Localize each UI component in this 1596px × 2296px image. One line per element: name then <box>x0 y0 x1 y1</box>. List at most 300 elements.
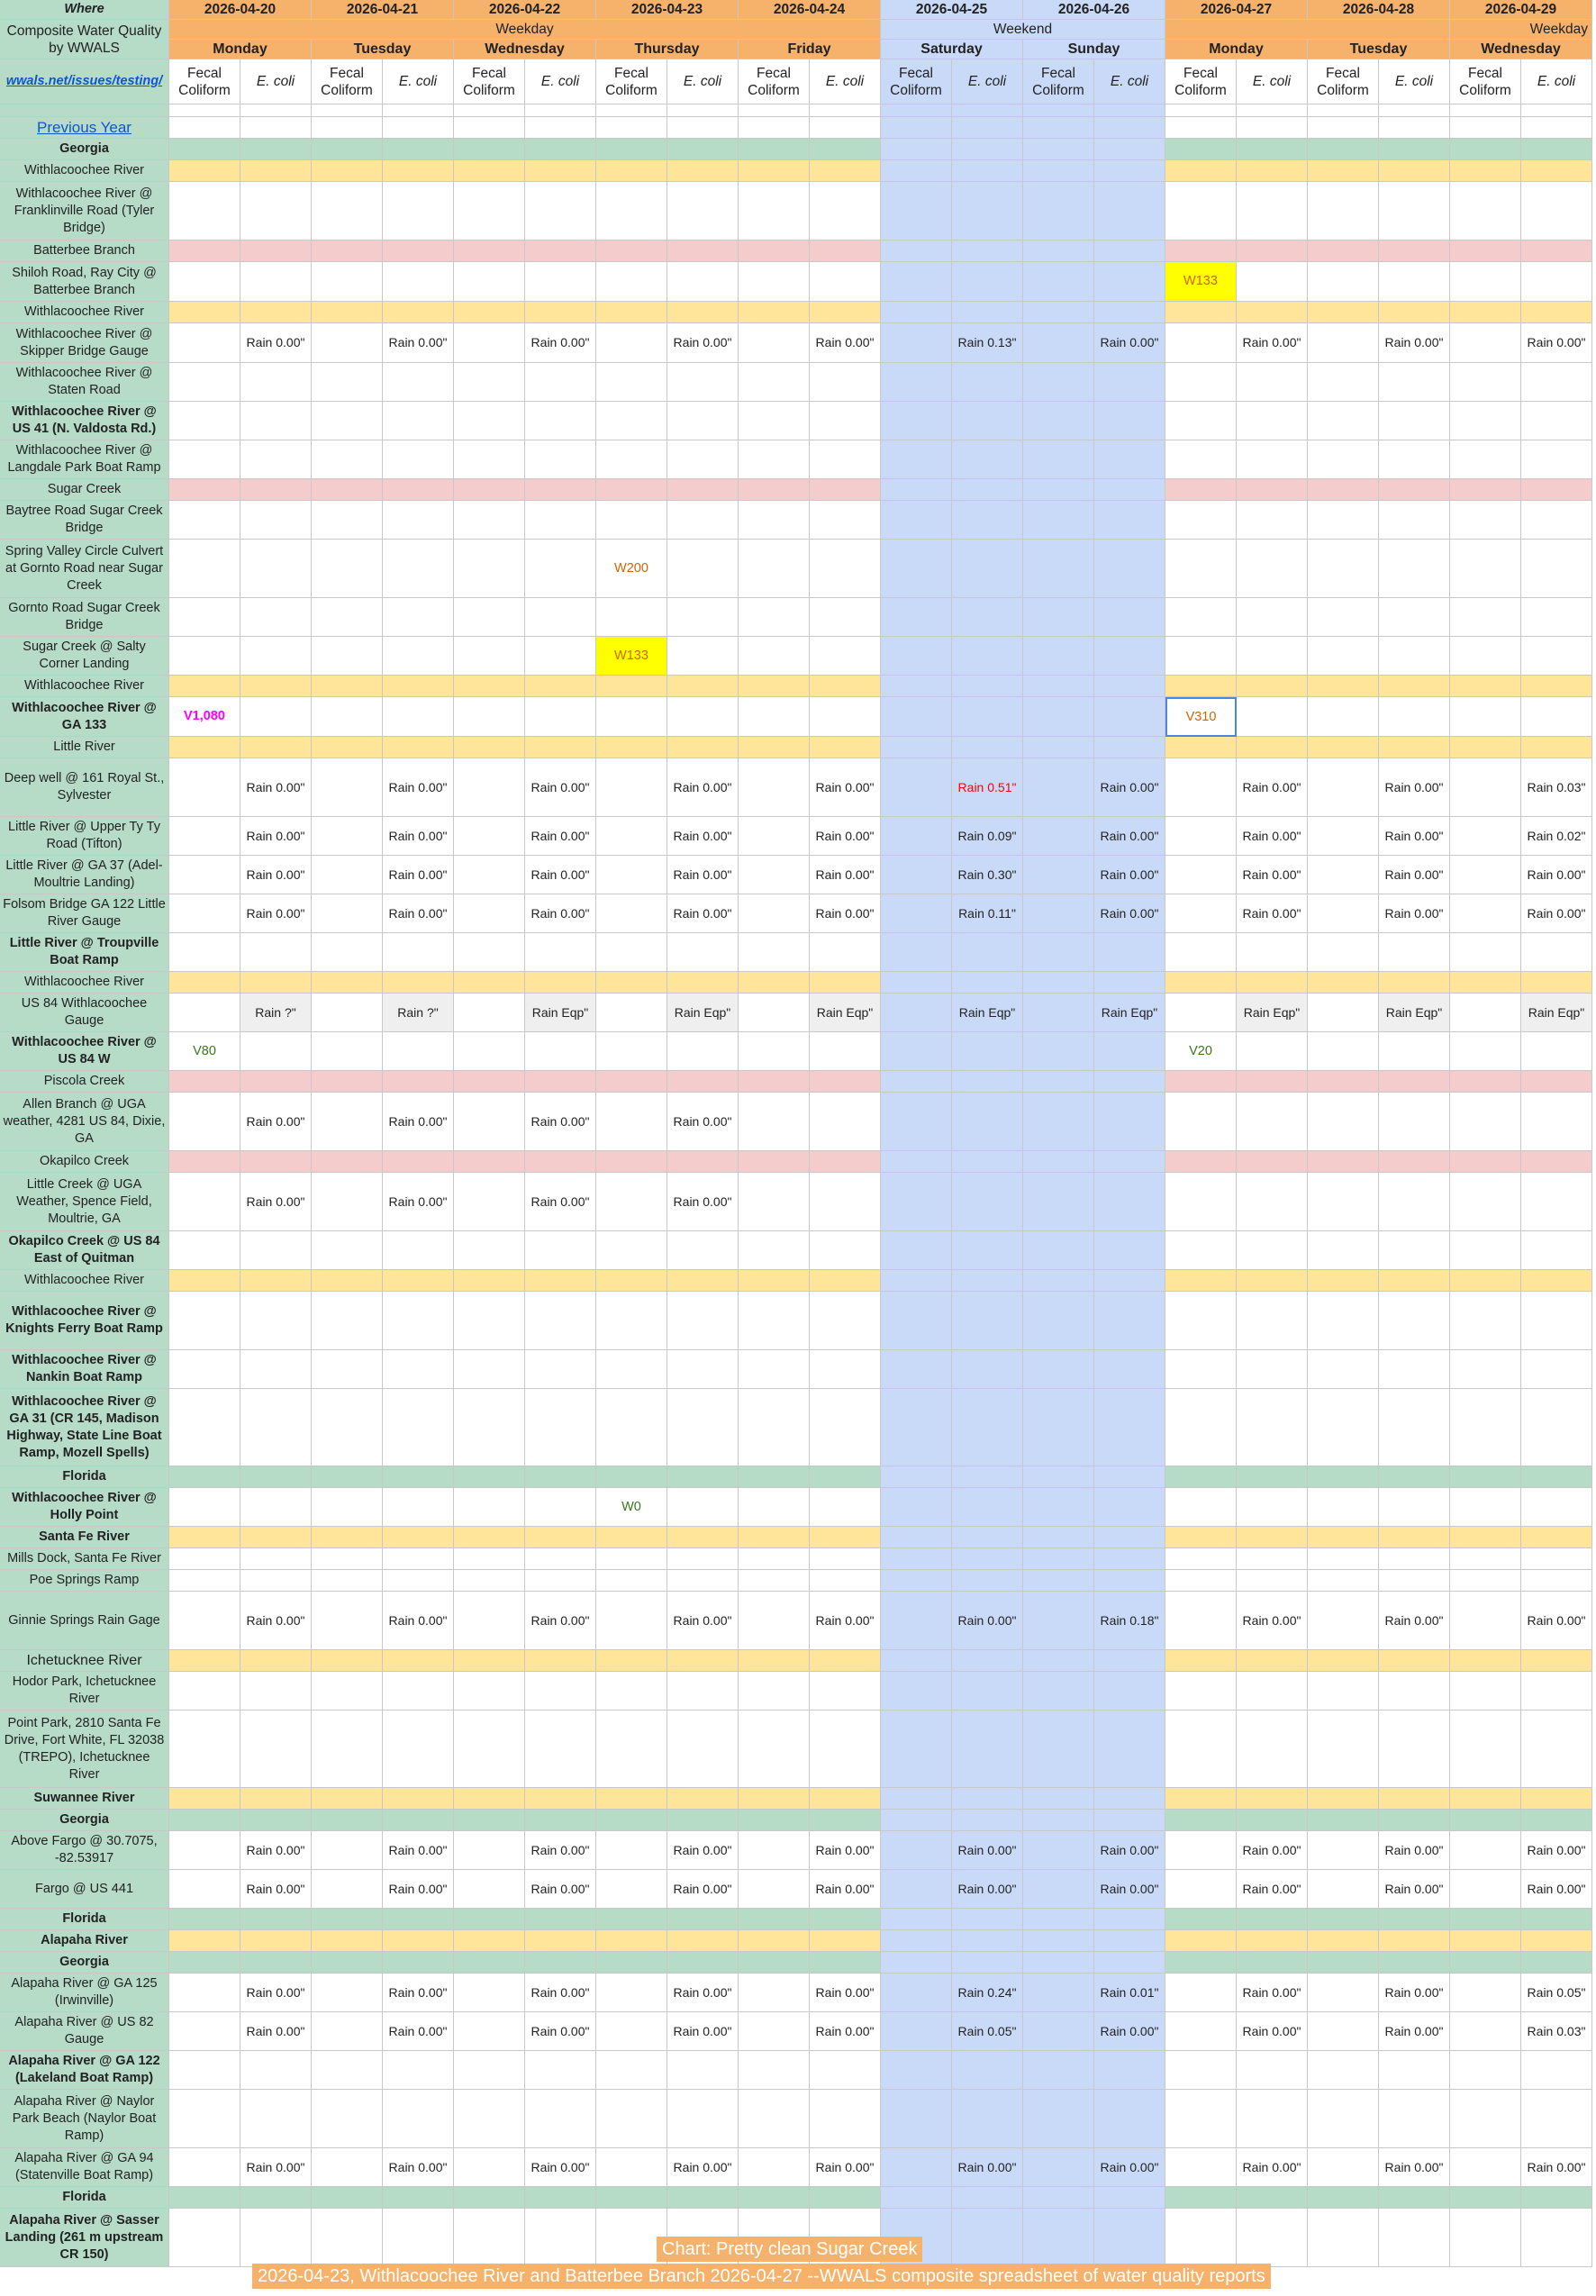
location-cell[interactable]: Withlacoochee River @ Franklinville Road (Tyler Bridge) <box>0 182 169 240</box>
blank-cell[interactable] <box>1450 363 1521 402</box>
data-cell[interactable]: Rain 0.00" <box>1521 856 1592 894</box>
blank-cell[interactable] <box>881 737 952 758</box>
blank-cell[interactable] <box>1521 1650 1592 1672</box>
blank-cell[interactable] <box>312 1831 383 1870</box>
data-cell[interactable]: Rain 0.00" <box>383 2148 454 2187</box>
blank-cell[interactable] <box>383 1952 454 1974</box>
location-cell[interactable]: Ginnie Springs Rain Gage <box>0 1592 169 1650</box>
blank-cell[interactable] <box>169 894 240 933</box>
location-cell[interactable]: Alapaha River @ Naylor Park Beach (Naylor Boat Ramp) <box>0 2090 169 2148</box>
blank-cell[interactable] <box>952 1350 1023 1389</box>
blank-cell[interactable] <box>312 856 383 894</box>
data-cell[interactable]: Rain 0.00" <box>525 856 596 894</box>
location-cell[interactable]: Florida <box>0 2187 169 2209</box>
blank-cell[interactable] <box>312 676 383 697</box>
blank-cell[interactable] <box>1521 1952 1592 1974</box>
blank-cell[interactable] <box>383 501 454 540</box>
blank-cell[interactable] <box>383 139 454 160</box>
blank-cell[interactable] <box>169 1527 240 1548</box>
blank-cell[interactable] <box>1308 1093 1379 1151</box>
blank-cell[interactable] <box>1521 240 1592 262</box>
fecal-coliform-header[interactable]: Fecal Coliform <box>596 59 667 104</box>
blank-cell[interactable] <box>1237 1952 1308 1974</box>
blank-cell[interactable] <box>881 933 952 972</box>
blank-cell[interactable] <box>667 540 739 598</box>
data-cell[interactable]: Rain 0.00" <box>667 1093 739 1151</box>
blank-cell[interactable] <box>1023 737 1094 758</box>
blank-cell[interactable] <box>312 994 383 1032</box>
blank-cell[interactable] <box>312 117 383 139</box>
blank-cell[interactable] <box>810 676 881 697</box>
blank-cell[interactable] <box>1023 758 1094 817</box>
blank-cell[interactable] <box>596 323 667 363</box>
blank-cell[interactable] <box>596 1650 667 1672</box>
blank-cell[interactable] <box>383 240 454 262</box>
blank-cell[interactable] <box>240 501 312 540</box>
blank-cell[interactable] <box>1308 2209 1379 2267</box>
blank-cell[interactable] <box>1450 1548 1521 1570</box>
data-cell[interactable]: Rain 0.00" <box>952 2148 1023 2187</box>
blank-cell[interactable] <box>1450 1270 1521 1292</box>
blank-cell[interactable] <box>1450 479 1521 501</box>
blank-cell[interactable] <box>739 262 810 302</box>
blank-cell[interactable] <box>1237 1151 1308 1173</box>
blank-cell[interactable] <box>739 1711 810 1788</box>
blank-cell[interactable] <box>1308 2187 1379 2209</box>
blank-cell[interactable] <box>881 972 952 994</box>
blank-cell[interactable] <box>1308 1548 1379 1570</box>
blank-cell[interactable] <box>312 758 383 817</box>
blank-cell[interactable] <box>1023 1350 1094 1389</box>
blank-cell[interactable] <box>525 933 596 972</box>
blank-cell[interactable] <box>1165 160 1237 182</box>
fecal-coliform-header[interactable]: Fecal Coliform <box>1165 59 1237 104</box>
blank-cell[interactable] <box>1023 1788 1094 1810</box>
data-cell[interactable]: Rain 0.00" <box>240 1173 312 1231</box>
blank-cell[interactable] <box>1237 1909 1308 1930</box>
blank-cell[interactable] <box>739 1071 810 1093</box>
data-cell[interactable]: Rain 0.00" <box>952 1831 1023 1870</box>
blank-cell[interactable] <box>169 817 240 856</box>
fecal-coliform-header[interactable]: Fecal Coliform <box>739 59 810 104</box>
blank-cell[interactable] <box>169 856 240 894</box>
blank-cell[interactable] <box>454 1570 525 1592</box>
blank-cell[interactable] <box>312 139 383 160</box>
blank-cell[interactable] <box>952 1952 1023 1974</box>
blank-cell[interactable] <box>1023 501 1094 540</box>
blank-cell[interactable] <box>1308 933 1379 972</box>
data-cell[interactable]: Rain 0.00" <box>383 758 454 817</box>
blank-cell[interactable] <box>667 117 739 139</box>
blank-cell[interactable] <box>952 182 1023 240</box>
blank-cell[interactable] <box>383 160 454 182</box>
blank-cell[interactable] <box>383 737 454 758</box>
blank-cell[interactable] <box>667 1527 739 1548</box>
blank-cell[interactable] <box>952 1071 1023 1093</box>
blank-cell[interactable] <box>952 637 1023 676</box>
blank-cell[interactable] <box>383 1466 454 1488</box>
blank-cell[interactable] <box>240 139 312 160</box>
blank-cell[interactable] <box>881 1952 952 1974</box>
data-cell[interactable]: Rain 0.00" <box>1237 856 1308 894</box>
blank-cell[interactable] <box>1023 1527 1094 1548</box>
blank-cell[interactable] <box>1094 1466 1165 1488</box>
data-cell[interactable]: Rain 0.00" <box>240 894 312 933</box>
data-cell[interactable]: Rain 0.00" <box>667 1173 739 1231</box>
location-cell[interactable]: Spring Valley Circle Culvert at Gornto Road near Sugar Creek <box>0 540 169 598</box>
location-cell[interactable]: Florida <box>0 1909 169 1930</box>
blank-cell[interactable] <box>525 637 596 676</box>
blank-cell[interactable] <box>1237 479 1308 501</box>
blank-cell[interactable] <box>1094 302 1165 323</box>
blank-cell[interactable] <box>1521 1270 1592 1292</box>
blank-cell[interactable] <box>1165 1466 1237 1488</box>
data-cell[interactable]: Rain 0.00" <box>667 1870 739 1909</box>
blank-cell[interactable] <box>1308 1466 1379 1488</box>
blank-cell[interactable] <box>312 1270 383 1292</box>
blank-cell[interactable] <box>169 758 240 817</box>
blank-cell[interactable] <box>739 363 810 402</box>
blank-cell[interactable] <box>810 160 881 182</box>
blank-cell[interactable] <box>1379 117 1450 139</box>
blank-cell[interactable] <box>169 262 240 302</box>
blank-cell[interactable] <box>881 1350 952 1389</box>
blank-cell[interactable] <box>1237 1488 1308 1527</box>
blank-cell[interactable] <box>810 1231 881 1270</box>
data-cell[interactable]: Rain 0.00" <box>810 1831 881 1870</box>
blank-cell[interactable] <box>1308 1389 1379 1466</box>
blank-cell[interactable] <box>383 2090 454 2148</box>
blank-cell[interactable] <box>454 1870 525 1909</box>
blank-cell[interactable] <box>240 1350 312 1389</box>
blank-cell[interactable] <box>525 972 596 994</box>
blank-cell[interactable] <box>169 363 240 402</box>
blank-cell[interactable] <box>1237 1270 1308 1292</box>
data-cell[interactable]: Rain 0.03" <box>1521 758 1592 817</box>
blank-cell[interactable] <box>1023 117 1094 139</box>
data-cell[interactable]: Rain 0.00" <box>1379 2148 1450 2187</box>
blank-cell[interactable] <box>952 501 1023 540</box>
blank-cell[interactable] <box>1023 697 1094 737</box>
blank-cell[interactable] <box>1450 2012 1521 2051</box>
blank-cell[interactable] <box>596 1810 667 1831</box>
blank-cell[interactable] <box>383 2187 454 2209</box>
blank-cell[interactable] <box>240 676 312 697</box>
blank-cell[interactable] <box>312 1488 383 1527</box>
blank-cell[interactable] <box>1094 1527 1165 1548</box>
blank-cell[interactable] <box>1308 894 1379 933</box>
blank-cell[interactable] <box>596 758 667 817</box>
location-cell[interactable]: Alapaha River @ GA 122 (Lakeland Boat Ramp) <box>0 2051 169 2090</box>
blank-cell[interactable] <box>525 1527 596 1548</box>
fecal-coliform-header[interactable]: Fecal Coliform <box>1023 59 1094 104</box>
blank-cell[interactable] <box>667 972 739 994</box>
blank-cell[interactable] <box>169 1672 240 1711</box>
blank-cell[interactable] <box>312 697 383 737</box>
blank-cell[interactable] <box>1308 1350 1379 1389</box>
location-cell[interactable]: Little River @ Troupville Boat Ramp <box>0 933 169 972</box>
blank-cell[interactable] <box>1165 1974 1237 2012</box>
blank-cell[interactable] <box>240 2090 312 2148</box>
blank-cell[interactable] <box>1379 737 1450 758</box>
blank-cell[interactable] <box>240 104 312 117</box>
data-cell[interactable]: Rain Eqp" <box>1237 994 1308 1032</box>
blank-cell[interactable] <box>952 402 1023 440</box>
blank-cell[interactable] <box>667 598 739 637</box>
blank-cell[interactable] <box>739 1231 810 1270</box>
blank-cell[interactable] <box>739 323 810 363</box>
blank-cell[interactable] <box>525 1389 596 1466</box>
blank-cell[interactable] <box>881 1292 952 1350</box>
data-cell[interactable]: Rain 0.00" <box>952 1592 1023 1650</box>
ecoli-header[interactable]: E. coli <box>525 59 596 104</box>
location-cell[interactable]: Okapilco Creek @ US 84 East of Quitman <box>0 1231 169 1270</box>
data-cell[interactable]: Rain 0.30" <box>952 856 1023 894</box>
blank-cell[interactable] <box>1237 737 1308 758</box>
blank-cell[interactable] <box>1023 856 1094 894</box>
blank-cell[interactable] <box>525 104 596 117</box>
blank-cell[interactable] <box>1450 1231 1521 1270</box>
blank-cell[interactable] <box>1094 2051 1165 2090</box>
blank-cell[interactable] <box>454 697 525 737</box>
location-cell[interactable]: Folsom Bridge GA 122 Little River Gauge <box>0 894 169 933</box>
blank-cell[interactable] <box>739 2090 810 2148</box>
type-header[interactable]: Weekday <box>1450 20 1592 40</box>
blank-cell[interactable] <box>739 1810 810 1831</box>
blank-cell[interactable] <box>525 1488 596 1527</box>
blank-cell[interactable] <box>810 1952 881 1974</box>
blank-cell[interactable] <box>1450 262 1521 302</box>
blank-cell[interactable] <box>1094 637 1165 676</box>
blank-cell[interactable] <box>454 1930 525 1952</box>
data-cell[interactable]: Rain Eqp" <box>667 994 739 1032</box>
blank-cell[interactable] <box>1450 302 1521 323</box>
blank-cell[interactable] <box>596 160 667 182</box>
ecoli-header[interactable]: E. coli <box>667 59 739 104</box>
blank-cell[interactable] <box>810 1093 881 1151</box>
data-cell[interactable]: Rain 0.00" <box>667 2012 739 2051</box>
blank-cell[interactable] <box>1379 540 1450 598</box>
blank-cell[interactable] <box>1094 1151 1165 1173</box>
data-cell[interactable]: Rain 0.00" <box>810 856 881 894</box>
blank-cell[interactable] <box>739 1870 810 1909</box>
data-cell[interactable]: W133 <box>596 637 667 676</box>
location-cell[interactable]: Withlacoochee River @ Nankin Boat Ramp <box>0 1350 169 1389</box>
blank-cell[interactable] <box>1308 676 1379 697</box>
blank-cell[interactable] <box>169 402 240 440</box>
blank-cell[interactable] <box>1308 160 1379 182</box>
blank-cell[interactable] <box>1450 972 1521 994</box>
blank-cell[interactable] <box>1165 972 1237 994</box>
blank-cell[interactable] <box>1165 2209 1237 2267</box>
blank-cell[interactable] <box>1450 1672 1521 1711</box>
blank-cell[interactable] <box>1521 479 1592 501</box>
blank-cell[interactable] <box>454 1350 525 1389</box>
blank-cell[interactable] <box>1308 1672 1379 1711</box>
blank-cell[interactable] <box>1094 1292 1165 1350</box>
blank-cell[interactable] <box>1308 1570 1379 1592</box>
blank-cell[interactable] <box>596 2090 667 2148</box>
blank-cell[interactable] <box>1450 1711 1521 1788</box>
day-header[interactable]: Saturday <box>881 40 1023 59</box>
blank-cell[interactable] <box>1450 1173 1521 1231</box>
data-cell[interactable]: Rain Eqp" <box>1094 994 1165 1032</box>
blank-cell[interactable] <box>1521 1488 1592 1527</box>
blank-cell[interactable] <box>1094 2090 1165 2148</box>
blank-cell[interactable] <box>1379 1952 1450 1974</box>
blank-cell[interactable] <box>169 1650 240 1672</box>
data-cell[interactable]: Rain 0.00" <box>667 894 739 933</box>
blank-cell[interactable] <box>1165 1930 1237 1952</box>
blank-cell[interactable] <box>1308 1292 1379 1350</box>
blank-cell[interactable] <box>1165 1151 1237 1173</box>
blank-cell[interactable] <box>881 637 952 676</box>
blank-cell[interactable] <box>169 2148 240 2187</box>
blank-cell[interactable] <box>596 440 667 479</box>
blank-cell[interactable] <box>1308 1270 1379 1292</box>
blank-cell[interactable] <box>1094 1788 1165 1810</box>
blank-cell[interactable] <box>240 1788 312 1810</box>
blank-cell[interactable] <box>810 1270 881 1292</box>
blank-cell[interactable] <box>525 1350 596 1389</box>
blank-cell[interactable] <box>739 1650 810 1672</box>
blank-cell[interactable] <box>667 1909 739 1930</box>
data-cell[interactable]: Rain Eqp" <box>1521 994 1592 1032</box>
blank-cell[interactable] <box>383 598 454 637</box>
blank-cell[interactable] <box>169 1093 240 1151</box>
blank-cell[interactable] <box>1165 1909 1237 1930</box>
blank-cell[interactable] <box>810 479 881 501</box>
blank-cell[interactable] <box>881 104 952 117</box>
blank-cell[interactable] <box>1094 2209 1165 2267</box>
blank-cell[interactable] <box>383 1231 454 1270</box>
location-cell[interactable] <box>0 117 169 139</box>
blank-cell[interactable] <box>454 972 525 994</box>
blank-cell[interactable] <box>739 1974 810 2012</box>
blank-cell[interactable] <box>810 1173 881 1231</box>
blank-cell[interactable] <box>1379 1466 1450 1488</box>
blank-cell[interactable] <box>596 1570 667 1592</box>
blank-cell[interactable] <box>240 440 312 479</box>
blank-cell[interactable] <box>596 1788 667 1810</box>
blank-cell[interactable] <box>1165 1488 1237 1527</box>
blank-cell[interactable] <box>667 240 739 262</box>
blank-cell[interactable] <box>1308 1974 1379 2012</box>
ecoli-header[interactable]: E. coli <box>810 59 881 104</box>
blank-cell[interactable] <box>1237 363 1308 402</box>
blank-cell[interactable] <box>454 1093 525 1151</box>
blank-cell[interactable] <box>1094 363 1165 402</box>
location-cell[interactable]: Georgia <box>0 1952 169 1974</box>
blank-cell[interactable] <box>739 758 810 817</box>
blank-cell[interactable] <box>383 676 454 697</box>
data-cell[interactable]: Rain 0.00" <box>1237 323 1308 363</box>
blank-cell[interactable] <box>667 637 739 676</box>
blank-cell[interactable] <box>1237 1389 1308 1466</box>
blank-cell[interactable] <box>1165 637 1237 676</box>
blank-cell[interactable] <box>881 160 952 182</box>
blank-cell[interactable] <box>1094 240 1165 262</box>
blank-cell[interactable] <box>1450 856 1521 894</box>
blank-cell[interactable] <box>952 2187 1023 2209</box>
blank-cell[interactable] <box>1023 1231 1094 1270</box>
blank-cell[interactable] <box>1094 1711 1165 1788</box>
blank-cell[interactable] <box>1237 933 1308 972</box>
blank-cell[interactable] <box>454 302 525 323</box>
blank-cell[interactable] <box>596 1151 667 1173</box>
blank-cell[interactable] <box>1023 1488 1094 1527</box>
blank-cell[interactable] <box>240 302 312 323</box>
blank-cell[interactable] <box>1521 117 1592 139</box>
blank-cell[interactable] <box>739 402 810 440</box>
blank-cell[interactable] <box>454 117 525 139</box>
blank-cell[interactable] <box>667 676 739 697</box>
blank-cell[interactable] <box>1308 1071 1379 1093</box>
blank-cell[interactable] <box>810 1788 881 1810</box>
data-cell[interactable]: Rain 0.00" <box>1379 817 1450 856</box>
location-cell[interactable]: Florida <box>0 1466 169 1488</box>
blank-cell[interactable] <box>1165 933 1237 972</box>
blank-cell[interactable] <box>1379 302 1450 323</box>
blank-cell[interactable] <box>1379 1389 1450 1466</box>
blank-cell[interactable] <box>667 1672 739 1711</box>
blank-cell[interactable] <box>881 117 952 139</box>
blank-cell[interactable] <box>1379 1650 1450 1672</box>
data-cell[interactable]: Rain 0.00" <box>525 1093 596 1151</box>
blank-cell[interactable] <box>1379 1093 1450 1151</box>
location-cell[interactable]: Withlacoochee River @ Staten Road <box>0 363 169 402</box>
blank-cell[interactable] <box>1308 182 1379 240</box>
blank-cell[interactable] <box>1023 994 1094 1032</box>
blank-cell[interactable] <box>454 1270 525 1292</box>
blank-cell[interactable] <box>952 676 1023 697</box>
blank-cell[interactable] <box>1308 139 1379 160</box>
blank-cell[interactable] <box>596 1071 667 1093</box>
blank-cell[interactable] <box>169 1930 240 1952</box>
data-cell[interactable]: V310 <box>1165 697 1237 737</box>
blank-cell[interactable] <box>1094 1488 1165 1527</box>
blank-cell[interactable] <box>1165 402 1237 440</box>
blank-cell[interactable] <box>952 240 1023 262</box>
blank-cell[interactable] <box>596 994 667 1032</box>
data-cell[interactable]: Rain 0.00" <box>240 1870 312 1909</box>
blank-cell[interactable] <box>1379 479 1450 501</box>
blank-cell[interactable] <box>169 160 240 182</box>
blank-cell[interactable] <box>810 697 881 737</box>
blank-cell[interactable] <box>1450 540 1521 598</box>
blank-cell[interactable] <box>1521 2051 1592 2090</box>
blank-cell[interactable] <box>454 1527 525 1548</box>
blank-cell[interactable] <box>1521 1093 1592 1151</box>
data-cell[interactable]: Rain 0.00" <box>1379 894 1450 933</box>
blank-cell[interactable] <box>596 697 667 737</box>
blank-cell[interactable] <box>1094 117 1165 139</box>
blank-cell[interactable] <box>454 1173 525 1231</box>
blank-cell[interactable] <box>1379 262 1450 302</box>
blank-cell[interactable] <box>240 1231 312 1270</box>
blank-cell[interactable] <box>1165 1173 1237 1231</box>
location-cell[interactable]: Santa Fe River <box>0 1527 169 1548</box>
blank-cell[interactable] <box>881 1672 952 1711</box>
blank-cell[interactable] <box>1308 758 1379 817</box>
data-cell[interactable]: Rain 0.00" <box>525 817 596 856</box>
data-cell[interactable]: Rain 0.09" <box>952 817 1023 856</box>
data-cell[interactable]: Rain 0.00" <box>810 2148 881 2187</box>
blank-cell[interactable] <box>1165 2012 1237 2051</box>
data-cell[interactable]: Rain 0.00" <box>667 323 739 363</box>
blank-cell[interactable] <box>1308 1592 1379 1650</box>
blank-cell[interactable] <box>739 1672 810 1711</box>
